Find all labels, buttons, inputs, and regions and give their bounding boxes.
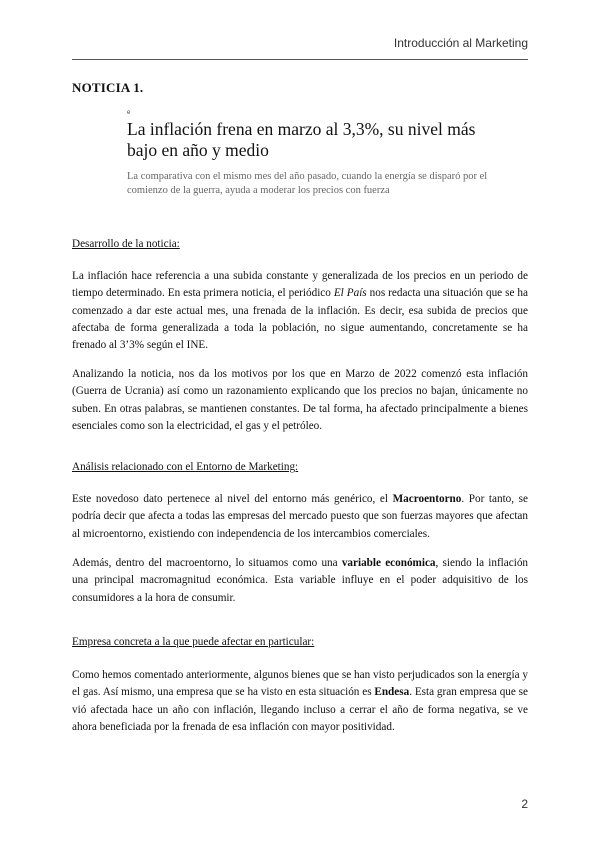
keyword-endesa: Endesa (374, 686, 410, 699)
keyword-macroentorno: Macroentorno (392, 493, 462, 505)
news-clipping (127, 110, 502, 198)
paragraph-desarrollo-1: La inflación hace referencia a una subida constante y generalizada de los precios en un periodo de tiempo determinado. En esta primera noticia, el periódico El País nos redacta una situación que se ha comenzado a dar este actual mes, una frenada de la inflación. Es decir, esa subida de precios que afectaba de forma generalizada a toda la población, no sigue aumentando, concretamente se ha frenado al 3’3% según el INE. (72, 270, 528, 352)
section-title-analisis: Análisis relacionado con el Entorno de Marketing: (72, 461, 299, 473)
paragraph-analisis-1: Este novedoso dato pertenece al nivel del entorno más genérico, el Macroentorno. Por tanto, se podría decir que afecta a todas las empresas del mercado puesto que son fuerzas mayores que afectan al microentorno, existiendo con independencia de los intercambios comerciales. (72, 493, 528, 540)
paragraph-desarrollo-2: Analizando la noticia, nos da los motivos por los que en Marzo de 2022 comenzó esta inflación (Guerra de Ucrania) así como un razonamiento explicando que los precios no bajan, únicamente no suben. En otras palabras, se mantienen constantes. De tal forma, ha afectado principalmente a bienes esenciales como son la electricidad, el gas y el petróleo. (72, 368, 528, 432)
news-standfirst: La comparativa con el mismo mes del año pasado, cuando la energía se disparó por el comienzo de la guerra, ayuda a moderar los precios con fuerza (127, 171, 488, 196)
noticia-title: NOTICIA 1. (72, 80, 144, 95)
paragraph-empresa-1: Como hemos comentado anteriormente, algunos bienes que se han visto perjudicados son la energía y el gas. Así mismo, una empresa que se ha visto en esta situación es Endesa. Esta gran empresa que se vió afectada hace un año con inflación, llegando incluso a cerrar el año de forma negativa, se ve ahora beneficiada por la frenada de esa inflación con mayor positividad. (72, 669, 528, 733)
newspaper-logo: e (127, 110, 131, 116)
section-title-desarrollo: Desarrollo de la noticia: (72, 238, 180, 250)
page-number: 2 (521, 797, 528, 811)
header-divider (72, 59, 528, 60)
paragraph-analisis-2: Además, dentro del macroentorno, lo situamos como una variable económica, siendo la inflación una principal macromagnitud económica. Esta variable influye en el poder adquisitivo de los consumidores a la hora de consumir. (72, 557, 529, 604)
running-header: Introducción al Marketing (393, 36, 528, 50)
news-headline: La inflación frena en marzo al 3,3%, su nivel más bajo en año y medio (127, 119, 476, 160)
keyword-variable-economica: variable económica (341, 557, 436, 569)
newspaper-name: El País (333, 287, 367, 300)
section-title-empresa: Empresa concreta a la que puede afectar en particular: (72, 636, 315, 648)
